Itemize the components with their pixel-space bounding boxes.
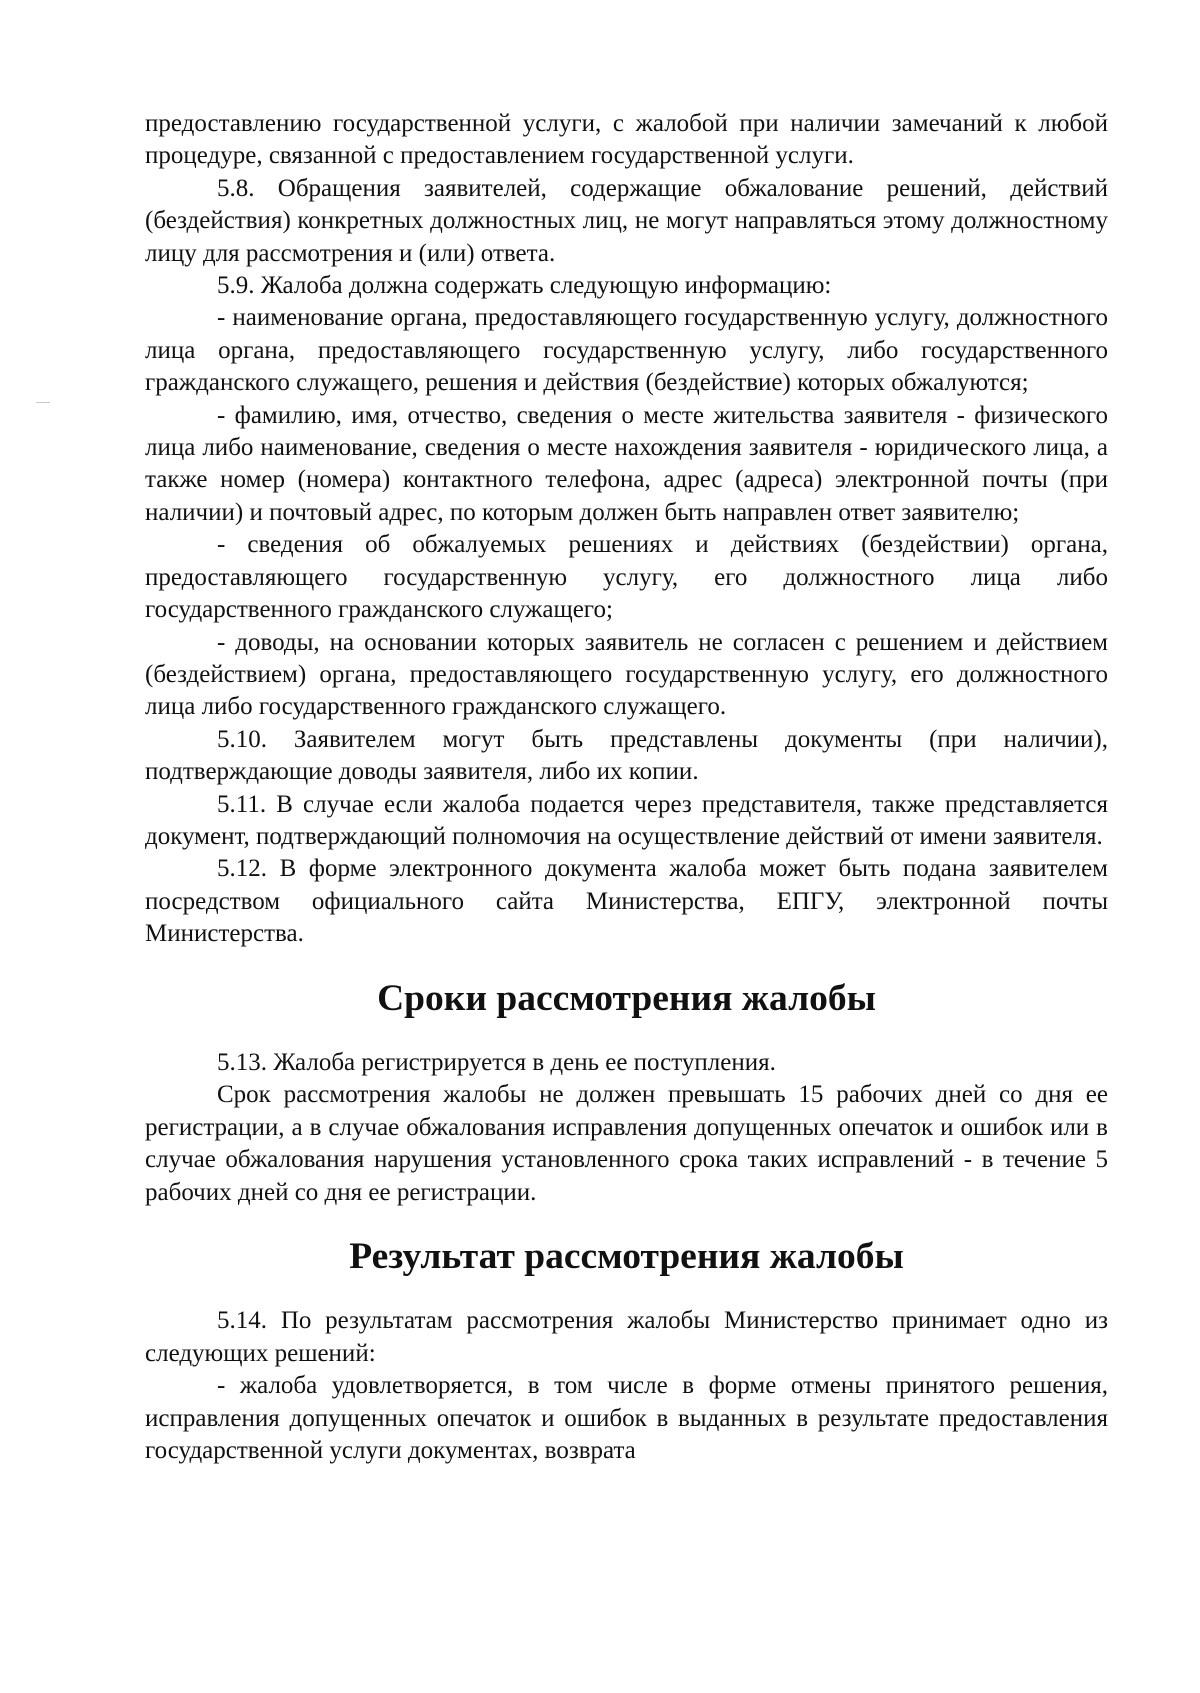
list-item-authority-name: - наименование органа, предоставляющего государственную услугу, должностного лица органа, предоставляющего государственную услугу, либо государственного гражданского служащего, решения и действия (бездействие) которых обжалуются; <box>145 304 1108 397</box>
paragraph-5-8: 5.8. Обращения заявителей, содержащие обжалование решений, действий (бездействия) конкретных должностных лиц, не могут направляться этому должностному лицу для рассмотрения и (или) ответа. <box>145 174 1108 267</box>
list-item-complaint-satisfied: - жалоба удовлетворяется, в том числе в форме отмены принятого решения, исправления допущенных опечаток и ошибок в выданных в результате предоставления государственной услуги документах, возврата <box>145 1372 1108 1465</box>
paragraph-5-14: 5.14. По результатам рассмотрения жалобы Министерство принимает одно из следующих решений: <box>145 1307 1108 1367</box>
scan-margin-mark <box>36 402 50 403</box>
paragraph-5-10: 5.10. Заявителем могут быть представлены документы (при наличии), подтверждающие доводы заявителя, либо их копии. <box>145 725 1108 786</box>
paragraph-5-11: 5.11. В случае если жалоба подается через представителя, также представляется документ, подтверждающий полномочия на осуществление действий от имени заявителя. <box>145 790 1108 850</box>
paragraph-review-deadline: Срок рассмотрения жалобы не должен превышать 15 рабочих дней со дня ее регистрации, а в случае обжалования исправления допущенных опечаток и ошибок или в случае обжалования нарушения установленного срока таких исправлений - в течение 5 рабочих дней со дня ее регистрации. <box>145 1081 1108 1206</box>
section-spacer <box>145 1015 1108 1047</box>
paragraph-intro-continuation: предоставлению государственной услуги, с жалобой при наличии замечаний к любой процедуре, связанной с предоставлением государственной услуги. <box>145 110 1108 170</box>
section-spacer <box>145 1273 1108 1305</box>
paragraph-5-13: 5.13. Жалоба регистрируется в день ее поступления. <box>217 1048 776 1076</box>
paragraph-5-12: 5.12. В форме электронного документа жалоба может быть подана заявителем посредством официального сайта Министерства, ЕПГУ, электронной почты Министерства. <box>145 855 1108 948</box>
list-item-applicant-details: - фамилию, имя, отчество, сведения о месте жительства заявителя - физического лица либо наименование, сведения о месте нахождения заявителя - юридического лица, а также номер (номера) контактного телефона, адрес (адреса) электронной почты (при наличии) и почтовый адрес, по которым должен быть направлен ответ заявителю; <box>145 401 1108 526</box>
list-item-arguments: - доводы, на основании которых заявитель не согласен с решением и действием (бездействием) органа, предоставляющего государственную услугу, его должностного лица либо государственного гражданского служащего. <box>145 628 1108 721</box>
list-item-appealed-decisions: - сведения об обжалуемых решениях и действиях (бездействии) органа, предоставляющего государственную услугу, его должностного лица либо государственного гражданского служащего; <box>145 531 1108 624</box>
paragraph-5-9: 5.9. Жалоба должна содержать следующую информацию: <box>217 272 832 300</box>
section-heading-review-terms: Сроки рассмотрения жалобы <box>377 977 876 1019</box>
section-heading-review-result: Результат рассмотрения жалобы <box>349 1236 904 1277</box>
